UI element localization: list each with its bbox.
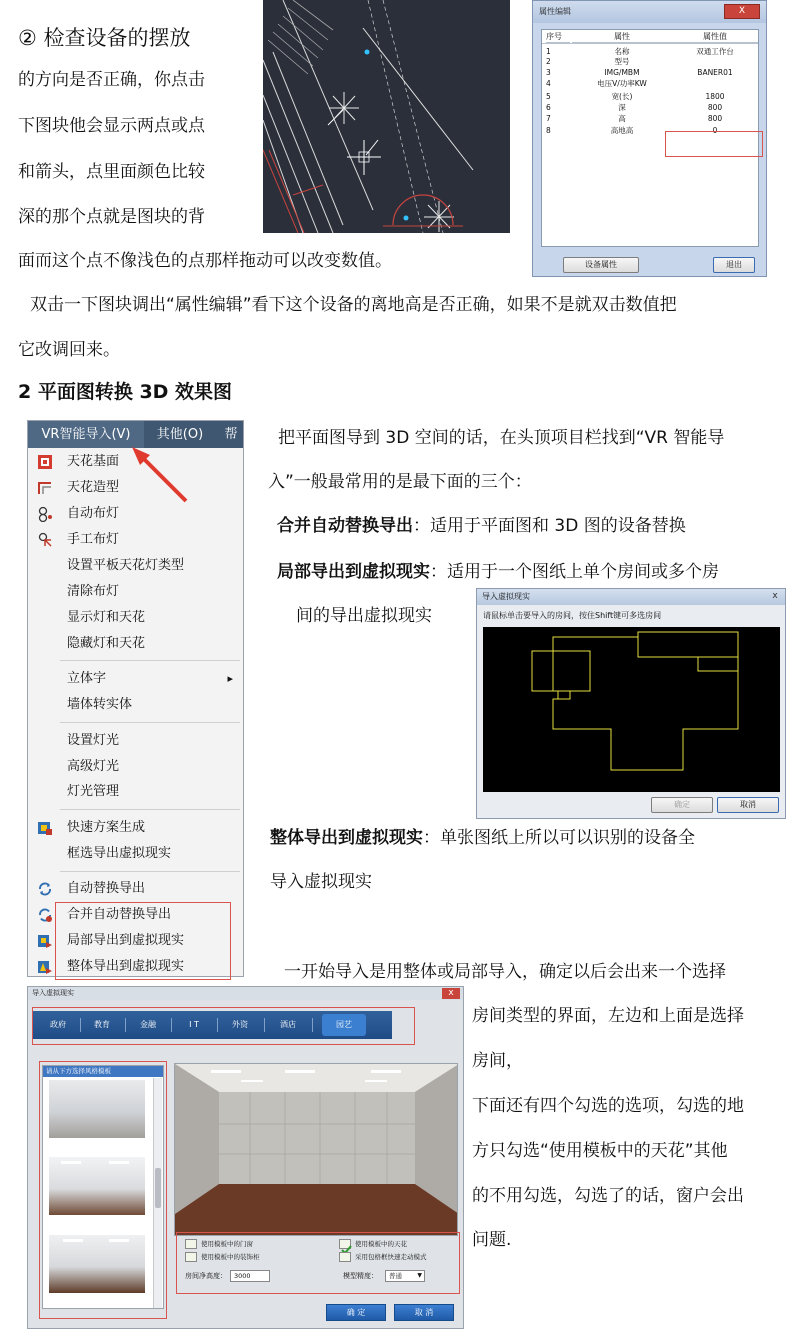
menu-help[interactable]: 帮 bbox=[224, 427, 238, 442]
submenu-arrow-icon: ▸ bbox=[227, 672, 233, 685]
room-height-label: 房间净高度： bbox=[185, 1272, 227, 1280]
table-row[interactable]: 6 深 800 bbox=[546, 103, 723, 112]
table-row[interactable]: 7 高 800 bbox=[546, 114, 723, 123]
paragraph-line: 房间类型的界面，左边和上面是选择 bbox=[472, 1006, 744, 1026]
room-outline[interactable] bbox=[638, 632, 738, 657]
paragraph-line: 把平面图导到 3D 空间的话，在头顶项目栏找到“VR 智能导 bbox=[278, 428, 725, 448]
menu-separator bbox=[60, 871, 240, 872]
menu-vr-import[interactable]: VR智能导入(V) bbox=[28, 421, 144, 448]
room-plan-svg bbox=[483, 627, 780, 792]
paragraph-line: 的不用勾选，勾选了的话，窗户会出 bbox=[472, 1186, 744, 1206]
vr-import-menu bbox=[27, 420, 244, 977]
property-edit-dialog bbox=[532, 0, 767, 277]
dialog-title: 导入虚拟现实 bbox=[477, 589, 785, 605]
cad-drawing-svg bbox=[263, 0, 510, 233]
menu-item-hide-lights[interactable]: 隐藏灯和天花 bbox=[67, 636, 146, 651]
highlight-box bbox=[665, 131, 763, 157]
device-properties-button[interactable]: 设备属性 bbox=[563, 257, 639, 273]
column-header-value: 属性值 bbox=[672, 30, 758, 43]
table-row[interactable]: 4 电压V/功率KW bbox=[546, 79, 647, 88]
menu-item-partial-export-vr[interactable]: 局部导出到虚拟现实 bbox=[28, 929, 243, 953]
room-plan-canvas[interactable] bbox=[483, 627, 780, 792]
menu-item-show-lights[interactable]: 显示灯和天花 bbox=[67, 610, 146, 625]
property-table bbox=[541, 29, 759, 247]
paragraph-line: 和箭头，点里面颜色比较 bbox=[18, 162, 205, 182]
red-arrow-annotation bbox=[28, 421, 243, 541]
column-header-attribute: 属性 bbox=[572, 30, 672, 43]
menu-item-box-select-export[interactable]: 框选导出虚拟现实 bbox=[67, 846, 172, 861]
menu-item-ceiling-shape[interactable]: 天花造型 bbox=[28, 476, 243, 500]
paragraph-line: 下图块他会显示两点或点 bbox=[18, 116, 205, 136]
tab-government[interactable]: 政府 bbox=[50, 1020, 66, 1029]
paragraph-line: 的方向是否正确，你点击 bbox=[18, 70, 205, 90]
ok-button[interactable]: 确 定 bbox=[326, 1304, 386, 1321]
menu-separator bbox=[60, 722, 240, 723]
checkbox-label: 采用包格框快速走动模式 bbox=[355, 1253, 427, 1261]
menu-item-advanced-lighting[interactable]: 高级灯光 bbox=[67, 759, 120, 774]
dialog-title: 属性编辑 bbox=[533, 1, 766, 23]
paragraph-line: 房间， bbox=[472, 1051, 523, 1071]
dialog-title: 导入虚拟现实 bbox=[28, 987, 463, 1000]
paragraph-line: 问题. bbox=[472, 1230, 512, 1250]
cancel-button[interactable]: 取 消 bbox=[394, 1304, 454, 1321]
section-heading-2d-to-3d: 2 平面图转换 3D 效果图 bbox=[18, 381, 233, 403]
room-outline[interactable] bbox=[698, 657, 738, 671]
room-height-input[interactable]: 3000 bbox=[230, 1270, 270, 1282]
menu-item-auto-replace-export[interactable]: 自动替换导出 bbox=[28, 877, 243, 901]
exit-button[interactable]: 退出 bbox=[713, 257, 755, 273]
refresh-icon bbox=[37, 881, 53, 897]
tab-it[interactable]: I T bbox=[189, 1020, 199, 1029]
checkbox-label: 使用模板中的装饰柜 bbox=[201, 1253, 260, 1261]
menu-item-merge-auto-replace-export[interactable]: 合并自动替换导出 bbox=[28, 903, 243, 927]
cad-drawing-screenshot bbox=[263, 0, 510, 233]
option-partial-export: 局部导出到虚拟现实：适用于一个图纸上单个房间或多个房 bbox=[277, 562, 719, 582]
table-row[interactable]: 8 高地高 0 bbox=[546, 126, 718, 135]
ok-button[interactable]: 确定 bbox=[651, 797, 713, 813]
paragraph-line: 间的导出虚拟现实 bbox=[296, 606, 432, 626]
import-vr-template-dialog bbox=[27, 986, 464, 1329]
table-row[interactable]: 1 名称 双通工作台 bbox=[546, 47, 734, 56]
tab-hotel[interactable]: 酒店 bbox=[280, 1020, 296, 1029]
menu-item-manual-lights[interactable]: 手工布灯 bbox=[28, 528, 243, 552]
paragraph-line: 下面还有四个勾选的选项，勾选的地 bbox=[472, 1096, 744, 1116]
paragraph-line: 入”一般最常用的是最下面的三个： bbox=[268, 472, 532, 492]
table-row[interactable]: 5 宽(长) 1800 bbox=[546, 92, 725, 101]
checkbox-label: 使用模板中的门窗 bbox=[201, 1240, 253, 1248]
menu-item-quick-plan[interactable]: 快速方案生成 bbox=[28, 816, 243, 840]
partial-export-icon bbox=[37, 933, 53, 949]
paragraph-line: 导入虚拟现实 bbox=[270, 872, 372, 892]
quick-plan-icon bbox=[37, 820, 53, 836]
room-outline[interactable] bbox=[558, 691, 570, 699]
menu-separator bbox=[60, 660, 240, 661]
model-precision-label: 模型精度： bbox=[343, 1272, 378, 1280]
menu-item-panel-light-type[interactable]: 设置平板天花灯类型 bbox=[67, 558, 185, 573]
menu-item-wall-to-solid[interactable]: 墙体转实体 bbox=[67, 697, 133, 712]
cancel-button[interactable]: 取消 bbox=[717, 797, 779, 813]
import-vr-room-dialog bbox=[476, 588, 786, 819]
table-row[interactable]: 2 型号 bbox=[546, 57, 630, 66]
highlight-box bbox=[39, 1061, 167, 1319]
tab-education[interactable]: 教育 bbox=[94, 1020, 110, 1029]
paragraph-line: 面而这个点不像浅色的点那样拖动可以改变数值。 bbox=[18, 251, 392, 271]
table-row[interactable]: 3 IMG/MBM BANER01 bbox=[546, 68, 733, 77]
menu-item-auto-lights[interactable]: 自动布灯 bbox=[28, 502, 243, 526]
chevron-down-icon: ▼ bbox=[417, 1272, 422, 1279]
menu-item-set-lighting[interactable]: 设置灯光 bbox=[67, 733, 120, 748]
paragraph-line: 它改调回来。 bbox=[18, 340, 120, 360]
section-heading-check-placement: ② 检查设备的摆放 bbox=[18, 26, 191, 50]
room-preview-3d bbox=[174, 1063, 458, 1236]
paragraph-line: 深的那个点就是图块的背 bbox=[18, 207, 205, 227]
close-button[interactable]: X bbox=[724, 4, 760, 19]
paragraph-line: 一开始导入是用整体或局部导入，确定以后会出来一个选择 bbox=[284, 962, 726, 982]
highlight-box bbox=[55, 902, 231, 980]
column-header-index: 序号 bbox=[546, 30, 570, 43]
paragraph-line: 方只勾选“使用模板中的天花”其他 bbox=[472, 1141, 728, 1161]
menu-item-light-management[interactable]: 灯光管理 bbox=[67, 784, 120, 799]
merge-replace-icon bbox=[37, 907, 53, 923]
close-icon[interactable]: x bbox=[772, 591, 778, 601]
template-list-header: 请从下方选择风格模板 bbox=[43, 1066, 163, 1077]
whole-export-icon bbox=[37, 959, 53, 975]
menu-separator bbox=[60, 809, 240, 810]
tab-finance[interactable]: 金融 bbox=[140, 1020, 156, 1029]
paragraph-line: 双击一下图块调出“属性编辑”看下这个设备的离地高是否正确，如果不是就双击数值把 bbox=[30, 295, 677, 315]
menu-item-3d-text[interactable]: 立体字 ▸ bbox=[28, 667, 243, 691]
menu-other[interactable]: 其他(O) bbox=[156, 427, 204, 442]
option-merge-auto-replace: 合并自动替换导出：适用于平面图和 3D 图的设备替换 bbox=[277, 516, 686, 536]
highlight-box bbox=[32, 1007, 415, 1045]
tab-garden[interactable]: 园艺 bbox=[322, 1014, 366, 1036]
option-whole-export: 整体导出到虚拟现实：单张图纸上所以可以识别的设备全 bbox=[270, 828, 695, 848]
model-precision-select[interactable]: 普通 ▼ bbox=[385, 1270, 425, 1282]
room-outline[interactable] bbox=[532, 651, 590, 691]
tab-foreign[interactable]: 外资 bbox=[232, 1020, 248, 1029]
room-preview-svg bbox=[175, 1064, 458, 1236]
highlight-box bbox=[176, 1232, 460, 1294]
menu-item-clear-lights[interactable]: 清除布灯 bbox=[67, 584, 120, 599]
checkbox-label: 使用模板中的天花 bbox=[355, 1240, 407, 1248]
dialog-prompt: 请鼠标单击要导入的房间，按住Shift键可多选房间 bbox=[483, 611, 662, 620]
close-icon[interactable]: x bbox=[442, 988, 460, 999]
menu-item-whole-export-vr[interactable]: 整体导出到虚拟现实 bbox=[28, 955, 243, 979]
menu-item-ceiling-base[interactable]: 天花基面 bbox=[28, 450, 243, 474]
